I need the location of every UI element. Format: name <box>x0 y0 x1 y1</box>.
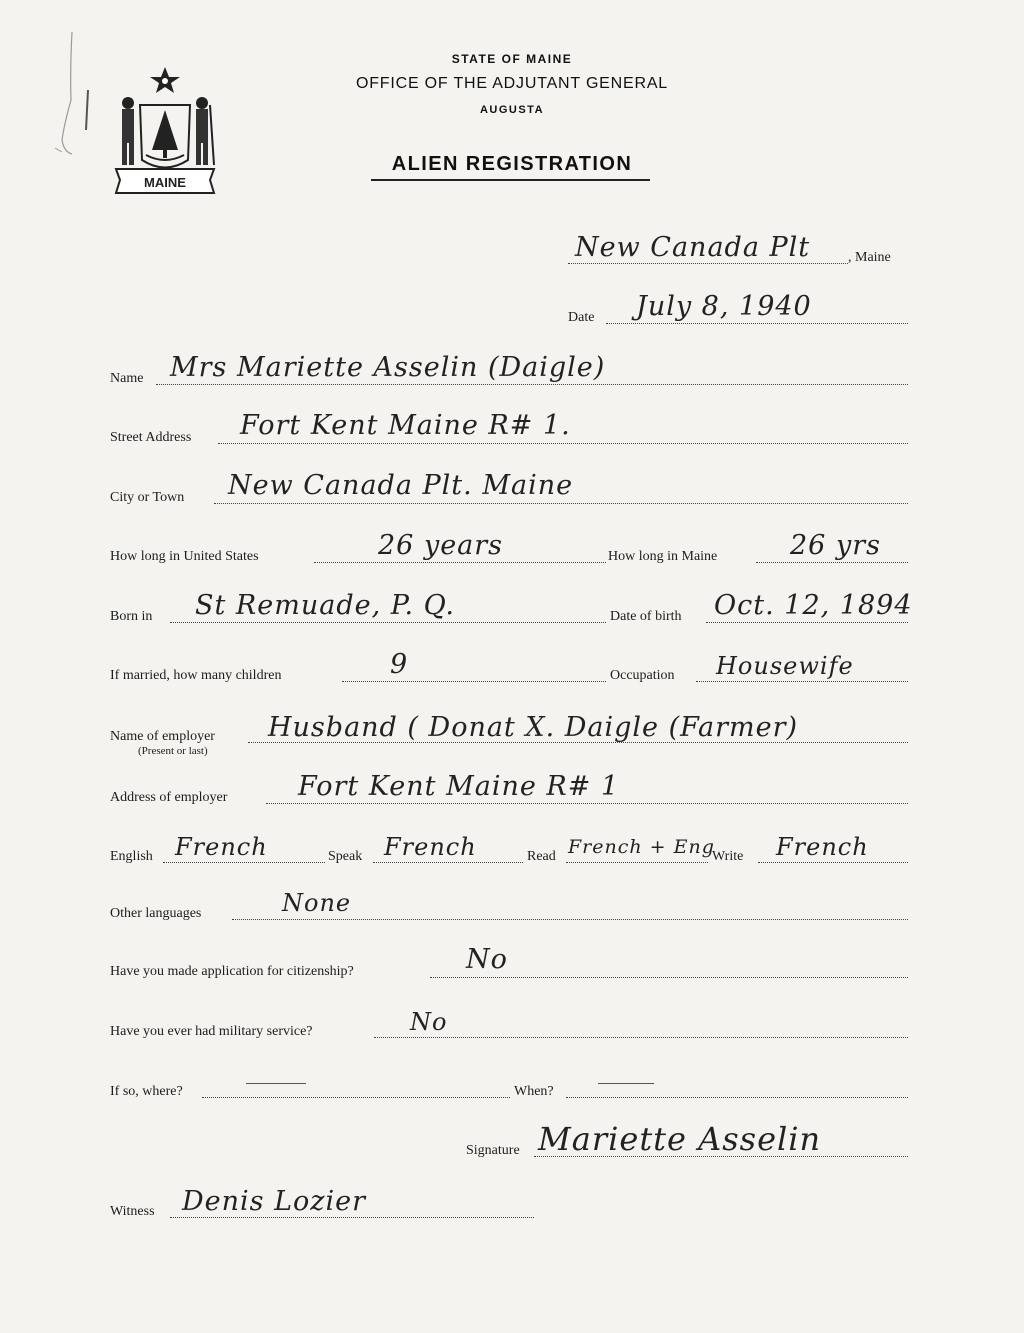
write-label: Write <box>712 849 744 864</box>
employer-address-line <box>266 803 908 804</box>
other-languages-line <box>232 919 908 920</box>
children-line <box>342 681 606 682</box>
military-line <box>374 1037 908 1038</box>
other-languages-label: Other languages <box>110 906 202 921</box>
header-city: AUGUSTA <box>479 104 545 116</box>
when-line <box>566 1097 908 1098</box>
read-line <box>566 862 708 863</box>
citizenship-value: No <box>466 944 508 975</box>
header-state: STATE OF MAINE <box>451 52 573 66</box>
us-duration-label: How long in United States <box>110 549 259 564</box>
write-line <box>758 862 908 863</box>
header-office: OFFICE OF THE ADJUTANT GENERAL <box>355 75 669 92</box>
maine-duration-label: How long in Maine <box>608 549 718 564</box>
other-languages-value: None <box>282 889 352 917</box>
name-value: Mrs Mariette Asselin (Daigle) <box>170 352 606 383</box>
place-suffix-label: , Maine <box>848 250 891 265</box>
children-label: If married, how many children <box>110 668 282 683</box>
when-dash <box>598 1083 654 1084</box>
english-label: English <box>110 849 153 864</box>
us-duration-line <box>314 562 606 563</box>
military-value: No <box>410 1008 448 1036</box>
english-value: French <box>175 833 268 861</box>
signature-value: Mariette Asselin <box>538 1120 822 1158</box>
date-label: Date <box>568 310 595 325</box>
maine-duration-line <box>756 562 908 563</box>
seal-banner-text: MAINE <box>144 175 186 190</box>
employer-label: Name of employer <box>110 729 215 744</box>
employer-address-label: Address of employer <box>110 790 228 805</box>
date-value: July 8, 1940 <box>636 291 812 322</box>
form-title: ALIEN REGISTRATION <box>391 153 633 175</box>
where-line <box>202 1097 510 1098</box>
name-label: Name <box>110 371 144 386</box>
city-label: City or Town <box>110 490 185 505</box>
dob-line <box>706 622 908 623</box>
occupation-value: Housewife <box>716 652 854 680</box>
name-line <box>156 384 908 385</box>
title-underline <box>371 179 650 181</box>
street-label: Street Address <box>110 430 192 445</box>
where-dash <box>246 1083 306 1084</box>
employer-value: Husband ( Donat X. Daigle (Farmer) <box>268 712 799 743</box>
dob-value: Oct. 12, 1894 <box>714 590 913 621</box>
city-value: New Canada Plt. Maine <box>228 470 574 501</box>
us-duration-value: 26 years <box>378 530 504 561</box>
speak-value: French <box>384 833 477 861</box>
witness-label: Witness <box>110 1204 155 1219</box>
speak-label: Speak <box>328 849 363 864</box>
witness-line <box>170 1217 534 1218</box>
employer-address-value: Fort Kent Maine R# 1 <box>298 771 620 802</box>
occupation-line <box>696 681 908 682</box>
read-value: French + Eng <box>568 836 715 858</box>
maine-duration-value: 26 yrs <box>790 530 881 561</box>
occupation-label: Occupation <box>610 668 675 683</box>
date-line <box>606 323 908 324</box>
witness-value: Denis Lozier <box>182 1186 367 1217</box>
children-value: 9 <box>390 649 409 680</box>
place-value: New Canada Plt <box>575 232 811 263</box>
where-label: If so, where? <box>110 1084 183 1099</box>
english-line <box>163 862 325 863</box>
margin-pencil-mark <box>50 30 90 160</box>
write-value: French <box>776 833 869 861</box>
when-label: When? <box>514 1084 554 1099</box>
street-line <box>218 443 908 444</box>
signature-label: Signature <box>466 1143 520 1158</box>
city-line <box>214 503 908 504</box>
street-value: Fort Kent Maine R# 1. <box>240 410 571 441</box>
read-label: Read <box>527 849 556 864</box>
place-line <box>568 263 848 264</box>
birthplace-value: St Remuade, P. Q. <box>195 590 455 621</box>
military-label: Have you ever had military service? <box>110 1024 313 1039</box>
speak-line <box>373 862 523 863</box>
citizenship-line <box>430 977 908 978</box>
birthplace-label: Born in <box>110 609 153 624</box>
birthplace-line <box>170 622 606 623</box>
dob-label: Date of birth <box>610 609 682 624</box>
employer-sublabel: (Present or last) <box>138 745 208 757</box>
citizenship-label: Have you made application for citizenship? <box>110 964 354 979</box>
